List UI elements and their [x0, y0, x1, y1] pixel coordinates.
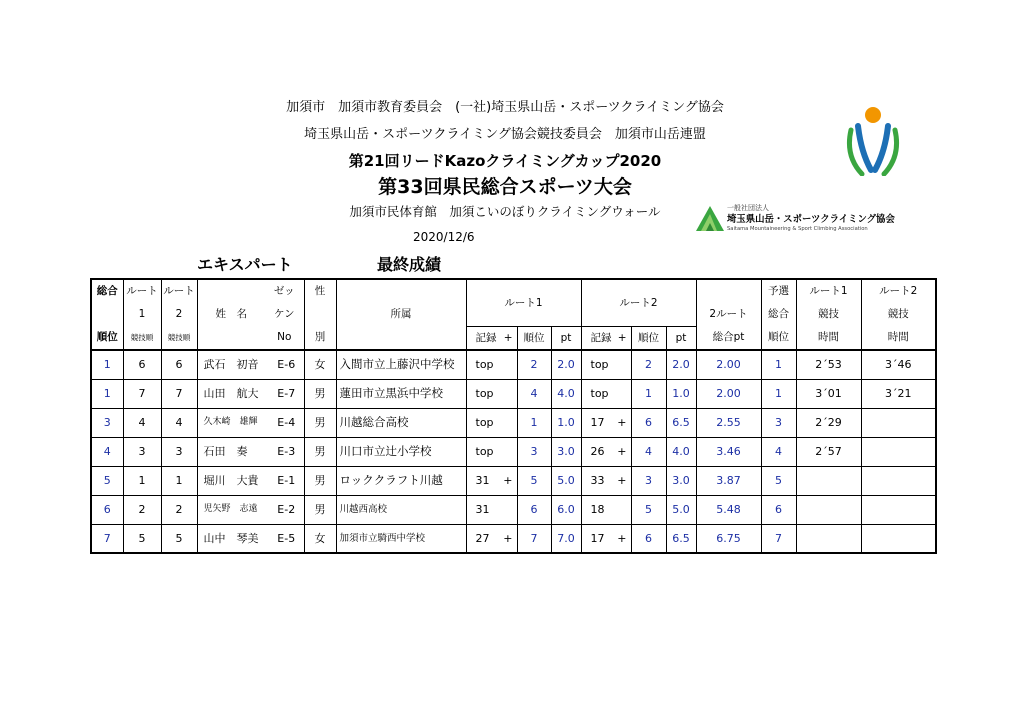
route1-order-header: 競技順 — [123, 326, 161, 350]
record-value: top — [475, 387, 494, 400]
route2-time-cell — [861, 495, 936, 524]
name-cell: 石田 奏 — [197, 437, 265, 466]
bib-header: ゼッ — [265, 279, 304, 303]
route2-record-cell — [581, 350, 631, 379]
route1-time-cell: 3´01 — [796, 379, 861, 408]
record-value: 17 — [590, 531, 605, 545]
qualification-rank-cell: 7 — [761, 524, 796, 553]
qualification-rank-cell: 6 — [761, 495, 796, 524]
team-cell: 入間市立上藤沢中学校 — [336, 350, 466, 379]
route2-record-cell — [581, 495, 631, 524]
route1-record-cell — [466, 350, 517, 379]
team-cell: 川越西高校 — [336, 495, 466, 524]
table-row — [91, 524, 936, 553]
total-pt-cell: 2.00 — [696, 350, 761, 379]
table-row — [91, 379, 936, 408]
result-title: 最終成績 — [377, 255, 442, 274]
results-table — [90, 278, 937, 554]
route1-record-cell — [466, 379, 517, 408]
association-name-english: Saitama Mountaineering & Sport Climbing Association — [727, 226, 868, 232]
route1-order-header: ルート — [123, 279, 161, 303]
bib-header: ケン — [265, 303, 304, 326]
record-value: top — [475, 445, 494, 458]
route2-time-header: 時間 — [861, 326, 936, 350]
route2-rank-cell: 4 — [631, 437, 666, 466]
name-header-spacer — [197, 326, 265, 350]
overall-rank-cell: 1 — [91, 379, 123, 408]
association-mountain-icon — [695, 204, 725, 232]
route2-order-cell: 3 — [161, 437, 197, 466]
table-row — [91, 437, 936, 466]
name-cell: 久木崎 雄輝 — [197, 408, 265, 437]
route1-order-cell: 5 — [123, 524, 161, 553]
route2-time-cell — [861, 408, 936, 437]
route2-rank-cell: 6 — [631, 408, 666, 437]
record-label: 記録 — [590, 331, 612, 344]
association-logo-text — [727, 204, 912, 233]
qualification-rank-cell: 3 — [761, 408, 796, 437]
route2-order-cell: 6 — [161, 350, 197, 379]
table-body — [91, 350, 936, 553]
route2-rank-header: 順位 — [631, 326, 666, 350]
plus-mark: + — [617, 445, 627, 458]
category-label: エキスパート — [197, 255, 293, 274]
table-row — [91, 495, 936, 524]
route2-time-cell: 3´21 — [861, 379, 936, 408]
route1-time-cell: 2´57 — [796, 437, 861, 466]
overall-rank-cell: 5 — [91, 466, 123, 495]
route1-rank-cell: 4 — [517, 379, 551, 408]
bib-cell: E-5 — [265, 524, 304, 553]
association-name: 埼玉県山岳・スポーツクライミング協会 — [727, 214, 895, 225]
route2-pt-cell: 5.0 — [666, 495, 696, 524]
route2-order-cell: 1 — [161, 466, 197, 495]
route1-time-cell — [796, 466, 861, 495]
route1-pt-cell: 5.0 — [551, 466, 581, 495]
event-date: 2020/12/6 — [413, 230, 475, 244]
qualification-rank-cell: 4 — [761, 437, 796, 466]
table-row — [91, 350, 936, 379]
bib-cell: E-4 — [265, 408, 304, 437]
overall-rank-cell: 7 — [91, 524, 123, 553]
record-value: 18 — [590, 503, 605, 516]
route2-record-cell — [581, 524, 631, 553]
route2-rank-cell: 5 — [631, 495, 666, 524]
record-value: 31 — [475, 503, 490, 516]
route2-record-header — [581, 326, 631, 350]
qualification-rank-cell: 1 — [761, 350, 796, 379]
route2-pt-header: pt — [666, 326, 696, 350]
total-pt-cell: 2.00 — [696, 379, 761, 408]
route2-order-cell: 5 — [161, 524, 197, 553]
plus-mark: + — [503, 474, 513, 487]
route2-time-cell — [861, 437, 936, 466]
route2-order-number: 2 — [161, 303, 197, 326]
record-value: top — [590, 387, 609, 400]
route1-rank-cell: 1 — [517, 408, 551, 437]
total-pt-cell: 3.46 — [696, 437, 761, 466]
total-pt-cell: 2.55 — [696, 408, 761, 437]
total-pt-header: 2ルート — [696, 303, 761, 326]
team-cell: 加須市立騎西中学校 — [336, 524, 466, 553]
table-row — [91, 408, 936, 437]
route2-time-cell — [861, 524, 936, 553]
route1-order-cell: 3 — [123, 437, 161, 466]
competition-logo-icon — [838, 104, 908, 176]
total-pt-cell: 3.87 — [696, 466, 761, 495]
route1-time-cell: 2´53 — [796, 350, 861, 379]
route1-pt-cell: 6.0 — [551, 495, 581, 524]
overall-rank-cell: 6 — [91, 495, 123, 524]
team-header-spacer — [336, 326, 466, 350]
route1-record-cell — [466, 466, 517, 495]
name-cell: 武石 初音 — [197, 350, 265, 379]
team-cell: ロッククラフト川越 — [336, 466, 466, 495]
team-header: 所属 — [336, 303, 466, 326]
overall-rank-cell: 4 — [91, 437, 123, 466]
route1-rank-cell: 7 — [517, 524, 551, 553]
total-pt-header: 総合pt — [696, 326, 761, 350]
association-type: 一般社団法人 — [727, 204, 769, 212]
bib-cell: E-3 — [265, 437, 304, 466]
route2-pt-cell: 1.0 — [666, 379, 696, 408]
route1-rank-header: 順位 — [517, 326, 551, 350]
bib-header: No — [265, 326, 304, 350]
route1-rank-cell: 3 — [517, 437, 551, 466]
overall-rank-cell: 3 — [91, 408, 123, 437]
route1-record-cell — [466, 437, 517, 466]
route2-rank-cell: 2 — [631, 350, 666, 379]
route1-rank-cell: 2 — [517, 350, 551, 379]
plus-mark: + — [617, 531, 627, 545]
route2-record-cell — [581, 466, 631, 495]
table-header — [91, 279, 936, 350]
bib-cell: E-7 — [265, 379, 304, 408]
route1-order-number: 1 — [123, 303, 161, 326]
overall-rank-header-spacer — [91, 303, 123, 326]
route2-pt-cell: 4.0 — [666, 437, 696, 466]
team-cell: 川口市立辻小学校 — [336, 437, 466, 466]
qualification-rank-header: 予選 — [761, 279, 796, 303]
overall-rank-header: 順位 — [91, 326, 123, 350]
record-value: 27 — [475, 531, 490, 545]
plus-mark: + — [503, 531, 513, 545]
route1-record-cell — [466, 408, 517, 437]
plus-mark: + — [617, 474, 627, 487]
sex-header-spacer — [304, 303, 336, 326]
name-header-spacer — [197, 279, 265, 303]
sex-cell: 女 — [304, 350, 336, 379]
route1-order-cell: 2 — [123, 495, 161, 524]
route1-order-cell: 6 — [123, 350, 161, 379]
route2-group-header: ルート2 — [581, 279, 696, 326]
sex-cell: 男 — [304, 408, 336, 437]
route2-pt-cell: 6.5 — [666, 408, 696, 437]
event-title: 第21回リードKazoクライミングカップ2020 — [348, 152, 662, 170]
route1-order-cell: 7 — [123, 379, 161, 408]
plus-mark: + — [617, 416, 627, 429]
route1-pt-cell: 1.0 — [551, 408, 581, 437]
sex-header: 性 — [304, 279, 336, 303]
route1-pt-cell: 2.0 — [551, 350, 581, 379]
route2-time-cell: 3´46 — [861, 350, 936, 379]
route1-record-cell — [466, 524, 517, 553]
committee-line: 埼玉県山岳・スポーツクライミング協会競技委員会 加須市山岳連盟 — [304, 127, 706, 142]
route2-record-cell — [581, 408, 631, 437]
total-pt-cell: 5.48 — [696, 495, 761, 524]
route2-record-cell — [581, 437, 631, 466]
qualification-rank-header: 総合 — [761, 303, 796, 326]
route1-pt-cell: 3.0 — [551, 437, 581, 466]
route2-order-cell: 4 — [161, 408, 197, 437]
route1-record-cell — [466, 495, 517, 524]
route1-record-header — [466, 326, 517, 350]
route2-order-cell: 2 — [161, 495, 197, 524]
route2-time-header: ルート2 — [861, 279, 936, 303]
overall-rank-header: 総合 — [91, 279, 123, 303]
team-header-spacer — [336, 279, 466, 303]
route2-rank-cell: 6 — [631, 524, 666, 553]
bib-cell: E-2 — [265, 495, 304, 524]
route1-group-header: ルート1 — [466, 279, 581, 326]
route2-pt-cell: 6.5 — [666, 524, 696, 553]
name-header: 姓 名 — [215, 308, 247, 321]
route2-order-header: 競技順 — [161, 326, 197, 350]
qualification-rank-header: 順位 — [761, 326, 796, 350]
team-cell: 蓮田市立黒浜中学校 — [336, 379, 466, 408]
route1-time-header: ルート1 — [796, 279, 861, 303]
record-value: top — [475, 416, 494, 429]
route1-rank-cell: 6 — [517, 495, 551, 524]
route1-pt-cell: 7.0 — [551, 524, 581, 553]
organizers-line: 加須市 加須市教育委員会 (一社)埼玉県山岳・スポーツクライミング協会 — [286, 100, 724, 115]
route2-order-header: ルート — [161, 279, 197, 303]
venue: 加須市民体育館 加須こいのぼりクライミングウォール — [349, 204, 661, 219]
route1-time-cell — [796, 495, 861, 524]
table-row — [91, 466, 936, 495]
sex-header: 別 — [304, 326, 336, 350]
route2-record-cell — [581, 379, 631, 408]
route2-pt-cell: 2.0 — [666, 350, 696, 379]
route2-pt-cell: 3.0 — [666, 466, 696, 495]
name-cell: 山田 航大 — [197, 379, 265, 408]
route2-order-cell: 7 — [161, 379, 197, 408]
plus-label: + — [503, 331, 513, 344]
meet-title: 第33回県民総合スポーツ大会 — [378, 176, 632, 198]
route1-pt-header: pt — [551, 326, 581, 350]
record-value: top — [590, 358, 609, 372]
team-cell: 川越総合高校 — [336, 408, 466, 437]
route2-rank-cell: 3 — [631, 466, 666, 495]
plus-label: + — [617, 331, 627, 344]
sex-cell: 男 — [304, 495, 336, 524]
total-pt-cell: 6.75 — [696, 524, 761, 553]
name-cell: 児矢野 志遠 — [197, 495, 265, 524]
route2-time-cell — [861, 466, 936, 495]
sex-cell: 女 — [304, 524, 336, 553]
route2-rank-cell: 1 — [631, 379, 666, 408]
route1-order-cell: 1 — [123, 466, 161, 495]
name-cell: 堀川 大貴 — [197, 466, 265, 495]
qualification-rank-cell: 5 — [761, 466, 796, 495]
sex-cell: 男 — [304, 379, 336, 408]
route1-time-cell: 2´29 — [796, 408, 861, 437]
route1-time-cell — [796, 524, 861, 553]
route1-order-cell: 4 — [123, 408, 161, 437]
route1-time-header: 競技 — [796, 303, 861, 326]
route1-pt-cell: 4.0 — [551, 379, 581, 408]
record-value: 33 — [590, 474, 605, 487]
name-cell: 山中 琴美 — [197, 524, 265, 553]
qualification-rank-cell: 1 — [761, 379, 796, 408]
sex-cell: 男 — [304, 466, 336, 495]
sex-cell: 男 — [304, 437, 336, 466]
record-value: 31 — [475, 474, 490, 487]
total-pt-header-spacer — [696, 279, 761, 303]
record-value: top — [475, 358, 494, 372]
overall-rank-cell: 1 — [91, 350, 123, 379]
route1-rank-cell: 5 — [517, 466, 551, 495]
route2-time-header: 競技 — [861, 303, 936, 326]
record-label: 記録 — [475, 331, 497, 344]
route1-time-header: 時間 — [796, 326, 861, 350]
bib-cell: E-1 — [265, 466, 304, 495]
record-value: 26 — [590, 445, 605, 458]
bib-cell: E-6 — [265, 350, 304, 379]
record-value: 17 — [590, 416, 605, 429]
